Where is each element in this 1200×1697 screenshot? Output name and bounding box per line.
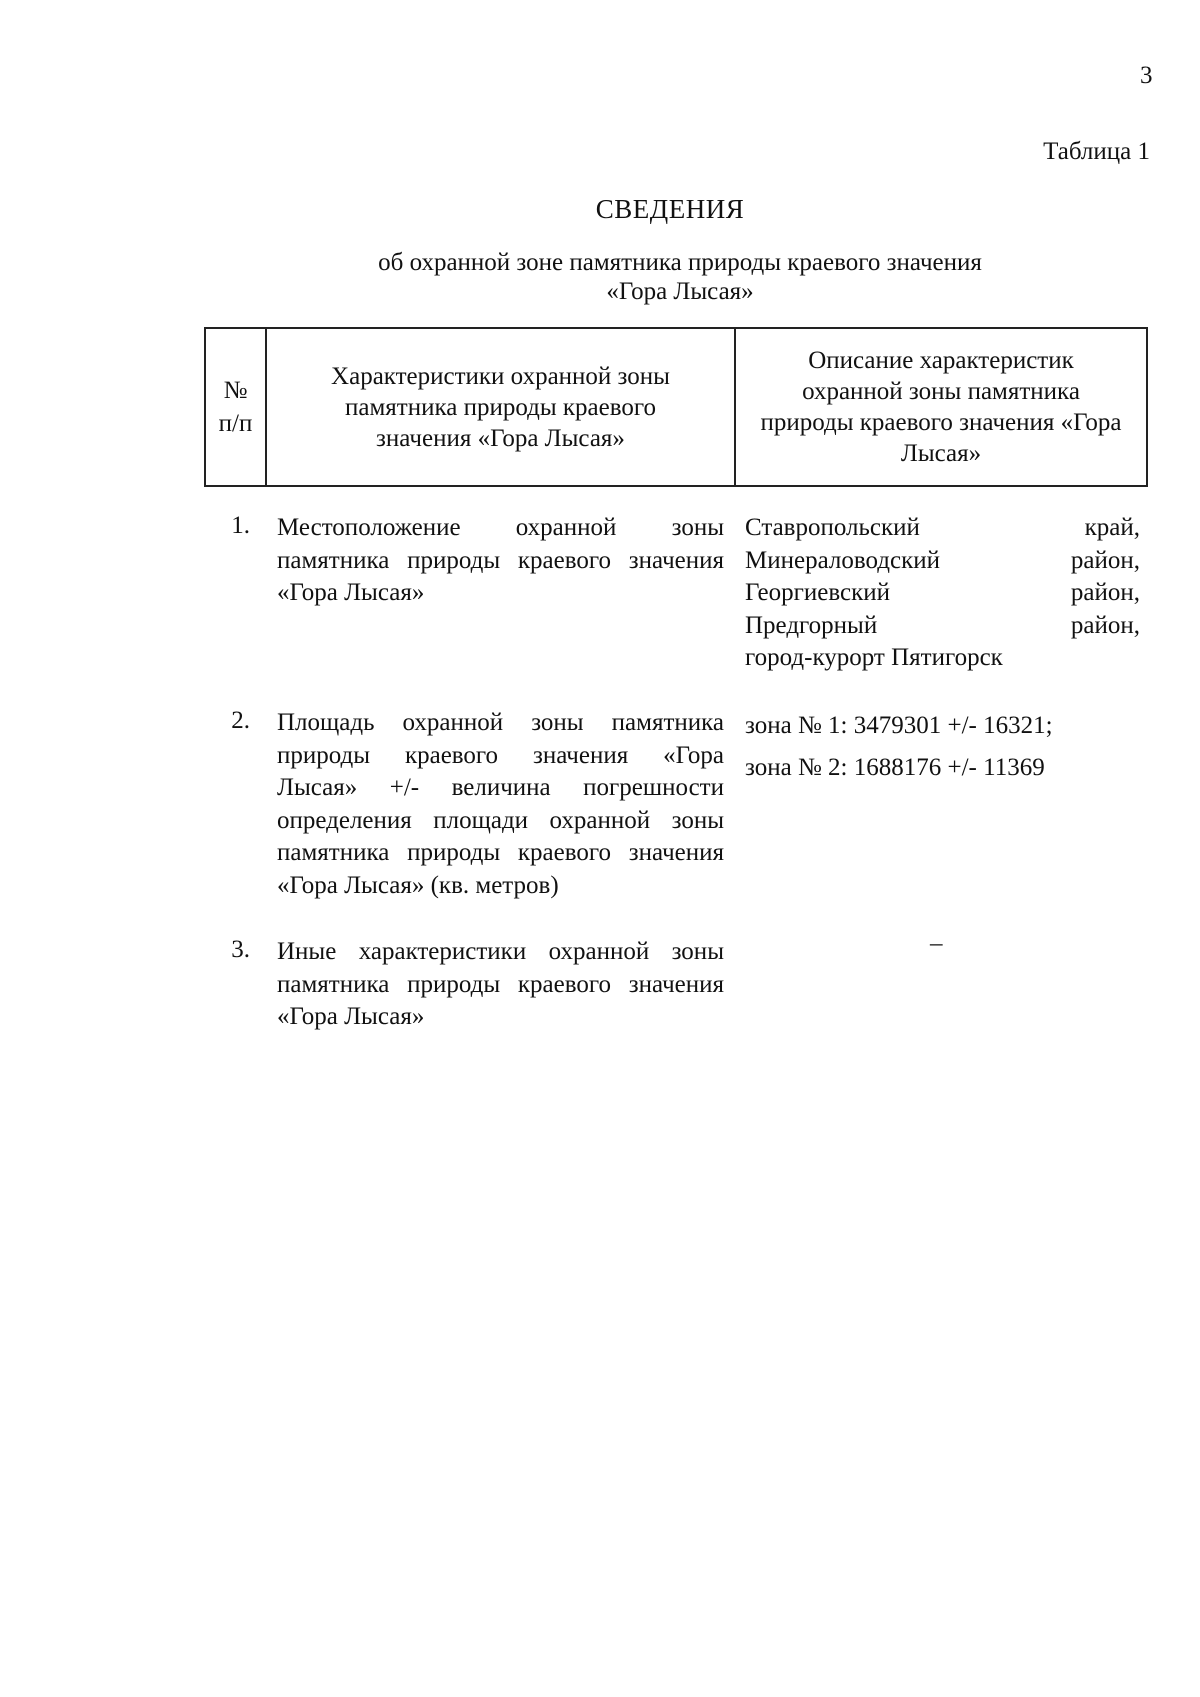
row-location-description	[745, 512, 1140, 675]
location-line: Минераловодский район,	[745, 546, 1140, 574]
row-description-dash: –	[930, 930, 943, 957]
location-line: Георгиевский район,	[745, 579, 1140, 606]
area-line: зона № 2: 1688176 +/- 11369	[745, 754, 1045, 781]
document-subtitle	[320, 248, 1040, 306]
location-line: город-курорт Пятигорск	[745, 644, 1003, 671]
area-line: зона № 1: 3479301 +/- 16321;	[745, 712, 1053, 739]
row-characteristic: Местоположение охранной зоны памятника природы краевого значения «Гора Лысая»	[277, 514, 724, 606]
location-line: Ставропольский край,	[745, 514, 1140, 541]
row-number: 2.	[231, 707, 250, 734]
location-line: Предгорный район,	[745, 611, 1140, 639]
table-header	[204, 327, 1148, 487]
document-title: СВЕДЕНИЯ	[595, 194, 745, 224]
row-characteristic: Площадь охранной зоны памятника природы краевого значения «Гора Лысая» +/- величина погрешности определения площади охранной зоны памятника природы краевого значения «Гора Лысая» (кв. метров)	[277, 709, 724, 899]
row-characteristic: Иные характеристики охранной зоны памятника природы краевого значения «Гора Лысая»	[277, 938, 724, 1030]
header-description-cell: Описание характеристик охранной зоны памятника природы краевого значения «Гора Лысая»	[760, 347, 1122, 467]
row-number: 1.	[231, 512, 250, 539]
header-characteristics-cell: Характеристики охранной зоны памятника природы краевого значения «Гора Лысая»	[267, 329, 736, 485]
subtitle-line: об охранной зоне памятника природы краевого значения	[378, 249, 982, 276]
row-number: 3.	[231, 936, 250, 963]
page-number: 3	[1140, 62, 1153, 89]
row-area-description	[745, 705, 1140, 789]
header-number-abbr: п/п	[218, 410, 253, 437]
table-label: Таблица 1	[1043, 138, 1150, 165]
subtitle-line: «Гора Лысая»	[606, 278, 754, 305]
header-number-cell	[206, 329, 267, 485]
header-number-symbol: №	[223, 377, 248, 404]
